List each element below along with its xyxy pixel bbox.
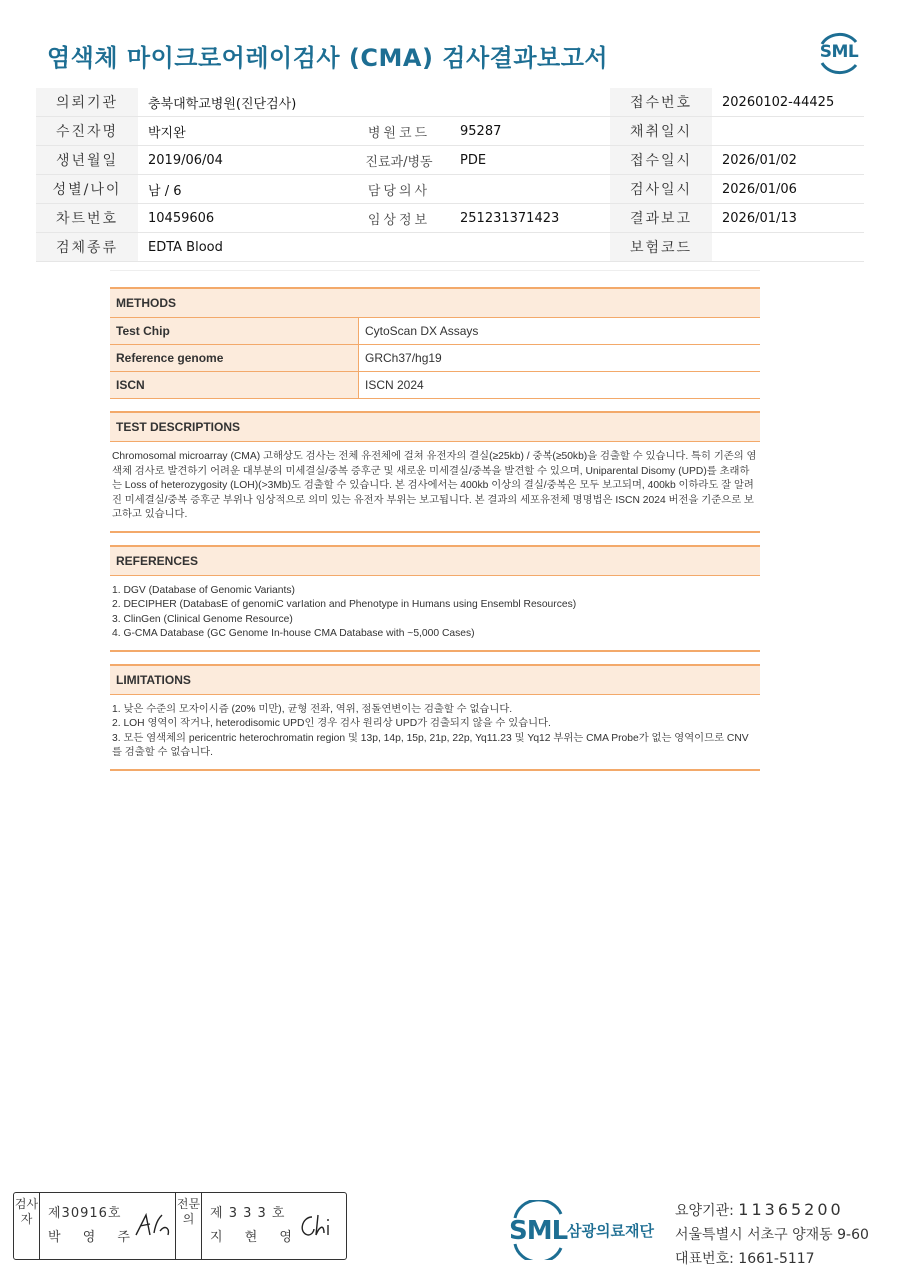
label-hospital-code: 병원코드 xyxy=(348,117,450,146)
value-report-date: 2026/01/13 xyxy=(712,204,864,233)
report-body xyxy=(110,270,760,771)
phone-label: 대표번호: xyxy=(675,1251,734,1267)
stamp-role-tester: 검사자 xyxy=(14,1193,40,1259)
list-item: 1. 낮은 수준의 모자이시즘 (20% 미만), 균형 전좌, 역위, 점돌연변이는 검출할 수 없습니다. xyxy=(112,703,513,715)
value-patient-name: 박지완 xyxy=(138,117,348,146)
label-specimen-type: 검체종류 xyxy=(36,233,138,262)
table-row xyxy=(110,318,760,345)
list-item: 2. DECIPHER (DatabasE of genomiC varIation and Phenotype in Humans using Ensembl Resources) xyxy=(112,599,577,610)
value-test-date: 2026/01/06 xyxy=(712,175,864,204)
limitations-header: LIMITATIONS xyxy=(110,664,760,695)
methods-table xyxy=(110,318,760,399)
label-sex-age: 성별/나이 xyxy=(36,175,138,204)
value-receipt-number: 20260102-44425 xyxy=(712,88,864,117)
phone-number: 1661-5117 xyxy=(738,1251,815,1267)
references-list xyxy=(110,576,760,652)
tester-name: 박 영 주 xyxy=(48,1230,139,1245)
methods-value: CytoScan DX Assays xyxy=(359,318,761,345)
descriptions-paragraph: Chromosomal microarray (CMA) 고해상도 검사는 전체 유전체에 걸쳐 유전자의 결실(≥25kb) / 중복(≥50kb)을 검출할 수 있습니다. 특히 기존의 염색체 검사로 발견하기 어려운 대부분의 미세결실/중복 증후군 및 새로운 미세결실/중복을 발견할 수 있으며, Uniparental Disomy (UPD)를 초래하는 Loss of heterozygosity (LOH)(>3Mb)도 검출할 수 있습니다. 본 검사에서는 400kb 이상의 결실/중복은 모두 보고되며, 400kb 이하라도 잘 알려진 미세결실/중복 증후군 부위나 임상적으로 의미 있는 유전자 부위는 보고됩니다. 본 결과의 세포유전체 명명법은 ISCN 2024 버전을 기준으로 보고하고 있습니다. xyxy=(112,451,757,520)
value-clinical-info: 251231371423 xyxy=(450,204,610,233)
patient-info-table xyxy=(36,88,864,262)
info-row xyxy=(36,233,864,262)
value-sex-age: 남 / 6 xyxy=(138,175,348,204)
tester-license: 제30916호 xyxy=(48,1206,122,1221)
table-row xyxy=(110,372,760,399)
report-title: 염색체 마이크로어레이검사 (CMA) 검사결과보고서 xyxy=(47,44,609,72)
address: 서울특별시 서초구 양재동 9-60 xyxy=(675,1227,869,1243)
methods-key: Test Chip xyxy=(110,318,359,345)
label-collection-date: 채취일시 xyxy=(610,117,712,146)
methods-value: GRCh37/hg19 xyxy=(359,345,761,372)
signature-stamp xyxy=(13,1192,347,1260)
institution-code-line xyxy=(675,1198,869,1223)
footer-logo-text: SML xyxy=(509,1216,568,1246)
list-item: 2. LOH 영역이 작거나, heterodisomic UPD인 경우 검사 원리상 UPD가 검출되지 않을 수 있습니다. xyxy=(112,718,551,729)
logo-text: SML xyxy=(819,42,859,62)
references-header: REFERENCES xyxy=(110,545,760,576)
label-clinical-info: 임상정보 xyxy=(348,204,450,233)
label-chart-number: 차트번호 xyxy=(36,204,138,233)
label-receipt-date: 접수일시 xyxy=(610,146,712,175)
label-requesting-institution: 의뢰기관 xyxy=(36,88,138,117)
label-insurance-code: 보험코드 xyxy=(610,233,712,262)
list-item: 3. 모든 염색체의 pericentric heterochromatin region 및 13p, 14p, 15p, 21p, 22p, Yq11.23 및 Yq12 부위는 CMA Probe가 없는 영역이므로 CNV를 검출할 수 없습니다. xyxy=(112,732,749,758)
value-birth-date: 2019/06/04 xyxy=(138,146,348,175)
value-specimen-type: EDTA Blood xyxy=(138,233,610,262)
descriptions-header: TEST DESCRIPTIONS xyxy=(110,411,760,442)
info-row xyxy=(36,175,864,204)
label-test-date: 검사일시 xyxy=(610,175,712,204)
divider xyxy=(110,270,760,277)
value-insurance-code xyxy=(712,233,864,262)
info-row xyxy=(36,146,864,175)
phone-line xyxy=(675,1247,869,1271)
institution-code: 11365200 xyxy=(738,1200,844,1219)
value-hospital-code: 95287 xyxy=(450,117,610,146)
info-row xyxy=(36,88,864,117)
table-row xyxy=(110,345,760,372)
value-collection-date xyxy=(712,117,864,146)
stamp-role-specialist: 전문의 xyxy=(176,1193,202,1259)
specialist-license: 제 3 3 3 호 xyxy=(210,1206,286,1221)
label-physician: 담당의사 xyxy=(348,175,450,204)
descriptions-text xyxy=(110,442,760,533)
methods-header: METHODS xyxy=(110,287,760,318)
methods-value: ISCN 2024 xyxy=(359,372,761,399)
value-physician xyxy=(450,175,610,204)
methods-key: Reference genome xyxy=(110,345,359,372)
specialist-name: 지 현 영 xyxy=(210,1230,301,1245)
specialist-signature-icon xyxy=(294,1211,340,1241)
value-department: PDE xyxy=(450,146,610,175)
list-item: 1. DGV (Database of Genomic Variants) xyxy=(112,584,295,596)
footer-info xyxy=(675,1198,869,1271)
sml-logo xyxy=(814,30,864,76)
value-requesting-institution: 충북대학교병원(진단검사) xyxy=(138,88,610,117)
label-patient-name: 수진자명 xyxy=(36,117,138,146)
list-item: 4. G-CMA Database (GC Genome In-house CMA Database with ~5,000 Cases) xyxy=(112,628,475,639)
label-report-date: 결과보고 xyxy=(610,204,712,233)
institution-code-label: 요양기관: xyxy=(675,1203,734,1219)
tester-signature-icon xyxy=(132,1211,176,1241)
label-receipt-number: 접수번호 xyxy=(610,88,712,117)
methods-key: ISCN xyxy=(110,372,359,399)
limitations-list xyxy=(110,695,760,771)
organization-name: 삼광의료재단 xyxy=(567,1222,654,1240)
info-row xyxy=(36,117,864,146)
label-birth-date: 생년월일 xyxy=(36,146,138,175)
info-row xyxy=(36,204,864,233)
value-receipt-date: 2026/01/02 xyxy=(712,146,864,175)
footer-logo xyxy=(509,1200,669,1260)
label-department: 진료과/병동 xyxy=(348,146,450,175)
list-item: 3. ClinGen (Clinical Genome Resource) xyxy=(112,613,293,625)
value-chart-number: 10459606 xyxy=(138,204,348,233)
